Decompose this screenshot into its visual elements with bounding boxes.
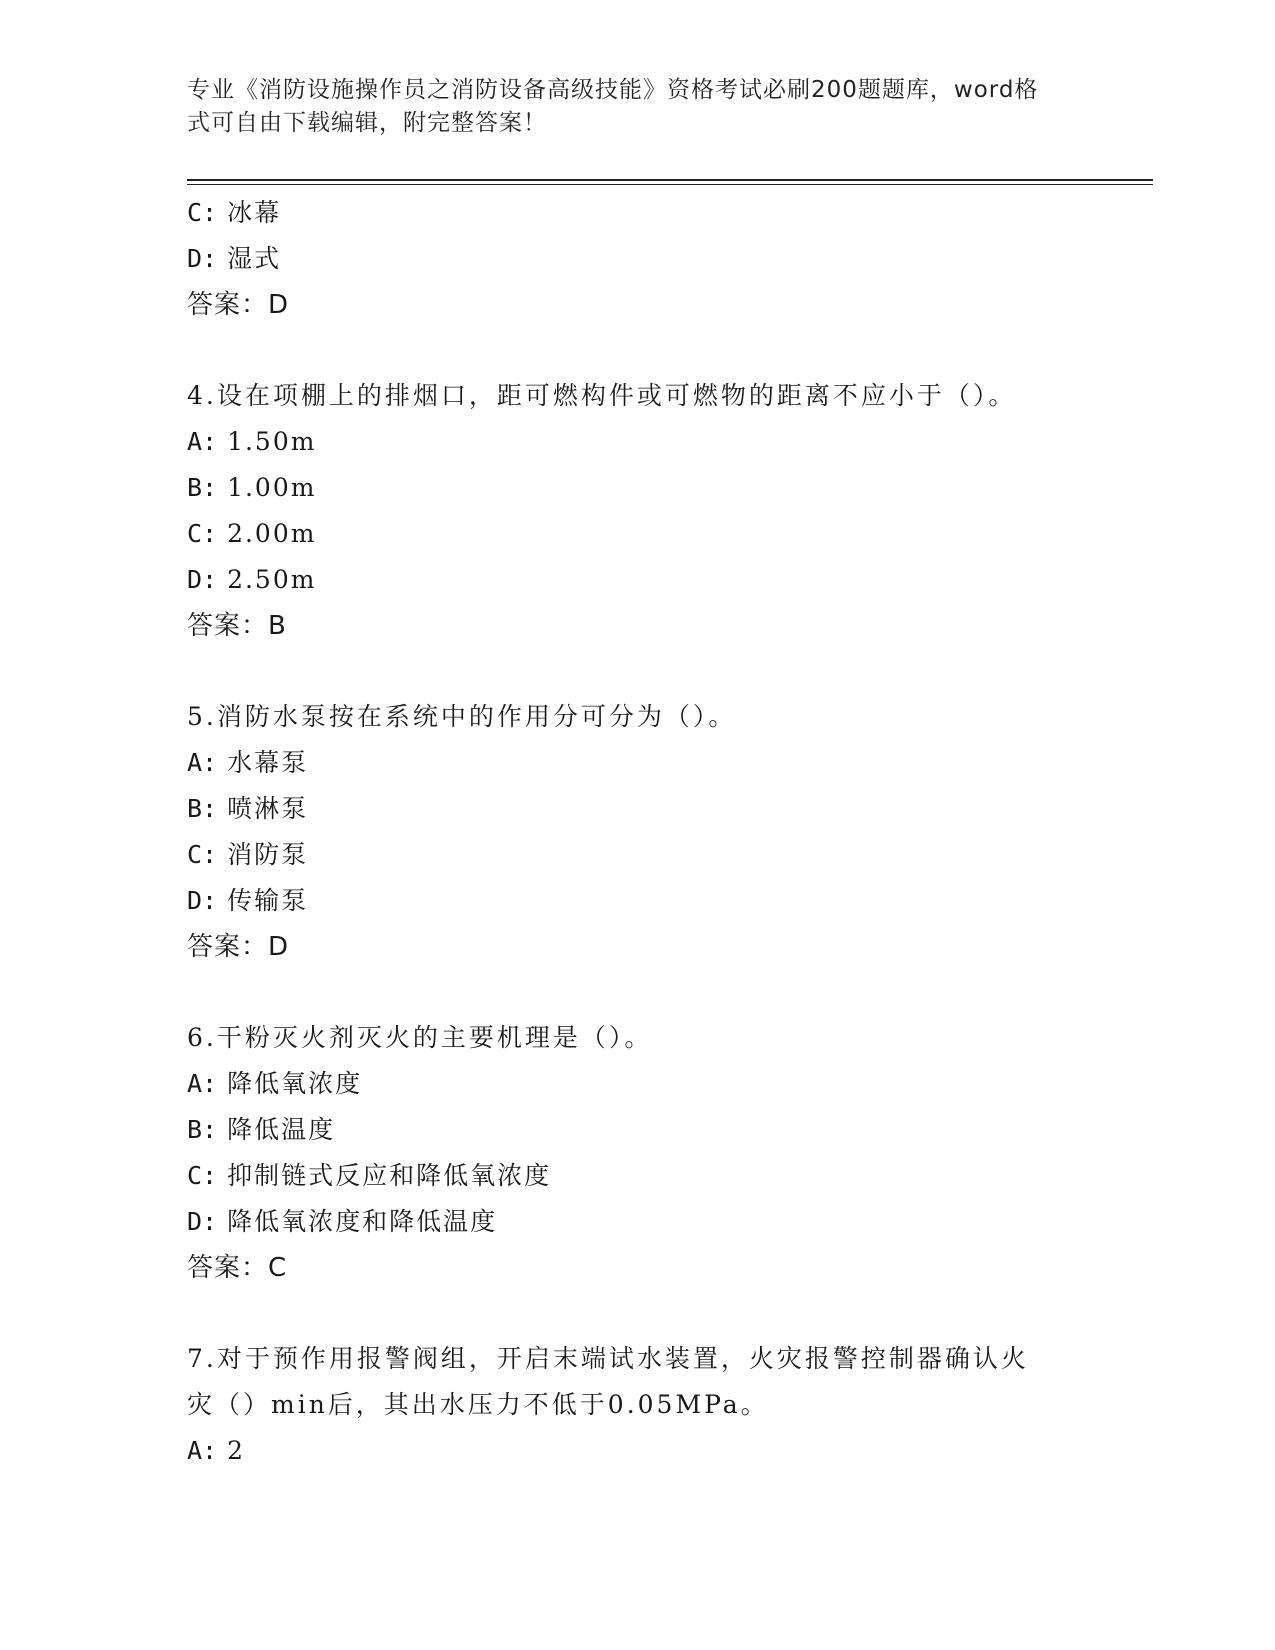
option-letter: D: xyxy=(187,565,218,594)
option-text: 降低氧浓度 xyxy=(227,1069,363,1098)
option-letter: B: xyxy=(187,473,218,502)
option-b xyxy=(187,786,1087,832)
answer-line: 答案：D xyxy=(187,932,290,962)
option-d xyxy=(187,878,1087,924)
option-c xyxy=(187,190,1087,236)
option-a xyxy=(187,740,1087,786)
option-letter: B: xyxy=(187,794,218,823)
option-a xyxy=(187,1428,1087,1474)
option-text: 降低氧浓度和降低温度 xyxy=(227,1207,498,1236)
question-6 xyxy=(187,1015,1087,1291)
option-text: 1.00m xyxy=(227,473,317,502)
option-d xyxy=(187,236,1087,282)
option-text: 2 xyxy=(227,1436,245,1465)
option-letter: C: xyxy=(187,198,218,227)
option-text: 水幕泵 xyxy=(227,748,309,777)
question-stem-line-1: 7.对于预作用报警阀组，开启末端试水装置，火灾报警控制器确认火 xyxy=(187,1344,1029,1373)
answer-line: 答案：B xyxy=(187,611,287,641)
option-letter: A: xyxy=(187,748,218,777)
option-c xyxy=(187,1153,1087,1199)
option-a xyxy=(187,419,1087,465)
option-letter: D: xyxy=(187,886,218,915)
option-text: 冰幕 xyxy=(227,198,282,227)
header-line-1: 专业《消防设施操作员之消防设备高级技能》资格考试必刷200题题库，word格 xyxy=(187,77,1039,103)
option-letter: C: xyxy=(187,519,218,548)
option-d xyxy=(187,1199,1087,1245)
option-text: 消防泵 xyxy=(227,840,309,869)
question-4 xyxy=(187,373,1087,649)
question-stem: 4.设在项棚上的排烟口，距可燃构件或可燃物的距离不应小于（）。 xyxy=(187,381,1017,410)
option-c xyxy=(187,832,1087,878)
question-stem-line-2: 灾（）min后，其出水压力不低于0.05MPa。 xyxy=(187,1390,769,1419)
option-text: 降低温度 xyxy=(227,1115,336,1144)
option-letter: C: xyxy=(187,840,218,869)
option-letter: A: xyxy=(187,1436,218,1465)
question-5 xyxy=(187,694,1087,970)
option-letter: A: xyxy=(187,427,218,456)
option-text: 喷淋泵 xyxy=(227,794,309,823)
option-letter: C: xyxy=(187,1161,218,1190)
answer-line: 答案：C xyxy=(187,1253,288,1283)
question-stem: 5.消防水泵按在系统中的作用分可分为（）。 xyxy=(187,702,737,731)
header-divider-thin xyxy=(187,184,1153,185)
question-7 xyxy=(187,1336,1087,1474)
option-a xyxy=(187,1061,1087,1107)
header-divider-thick xyxy=(187,179,1153,181)
question-stem: 6.干粉灭火剂灭火的主要机理是（）。 xyxy=(187,1023,653,1052)
option-text: 2.50m xyxy=(227,565,317,594)
option-d xyxy=(187,557,1087,603)
question-list xyxy=(187,190,1087,1474)
header-line-2: 式可自由下载编辑，附完整答案！ xyxy=(187,110,547,136)
option-letter: D: xyxy=(187,1207,218,1236)
option-letter: A: xyxy=(187,1069,218,1098)
option-text: 1.50m xyxy=(227,427,317,456)
option-b xyxy=(187,1107,1087,1153)
option-letter: D: xyxy=(187,244,218,273)
option-b xyxy=(187,465,1087,511)
document-header xyxy=(187,74,1067,140)
option-c xyxy=(187,511,1087,557)
answer-line: 答案：D xyxy=(187,290,290,320)
option-text: 2.00m xyxy=(227,519,317,548)
option-text: 抑制链式反应和降低氧浓度 xyxy=(227,1161,552,1190)
question-3-fragment xyxy=(187,190,1087,328)
option-text: 湿式 xyxy=(227,244,282,273)
option-letter: B: xyxy=(187,1115,218,1144)
option-text: 传输泵 xyxy=(227,886,309,915)
